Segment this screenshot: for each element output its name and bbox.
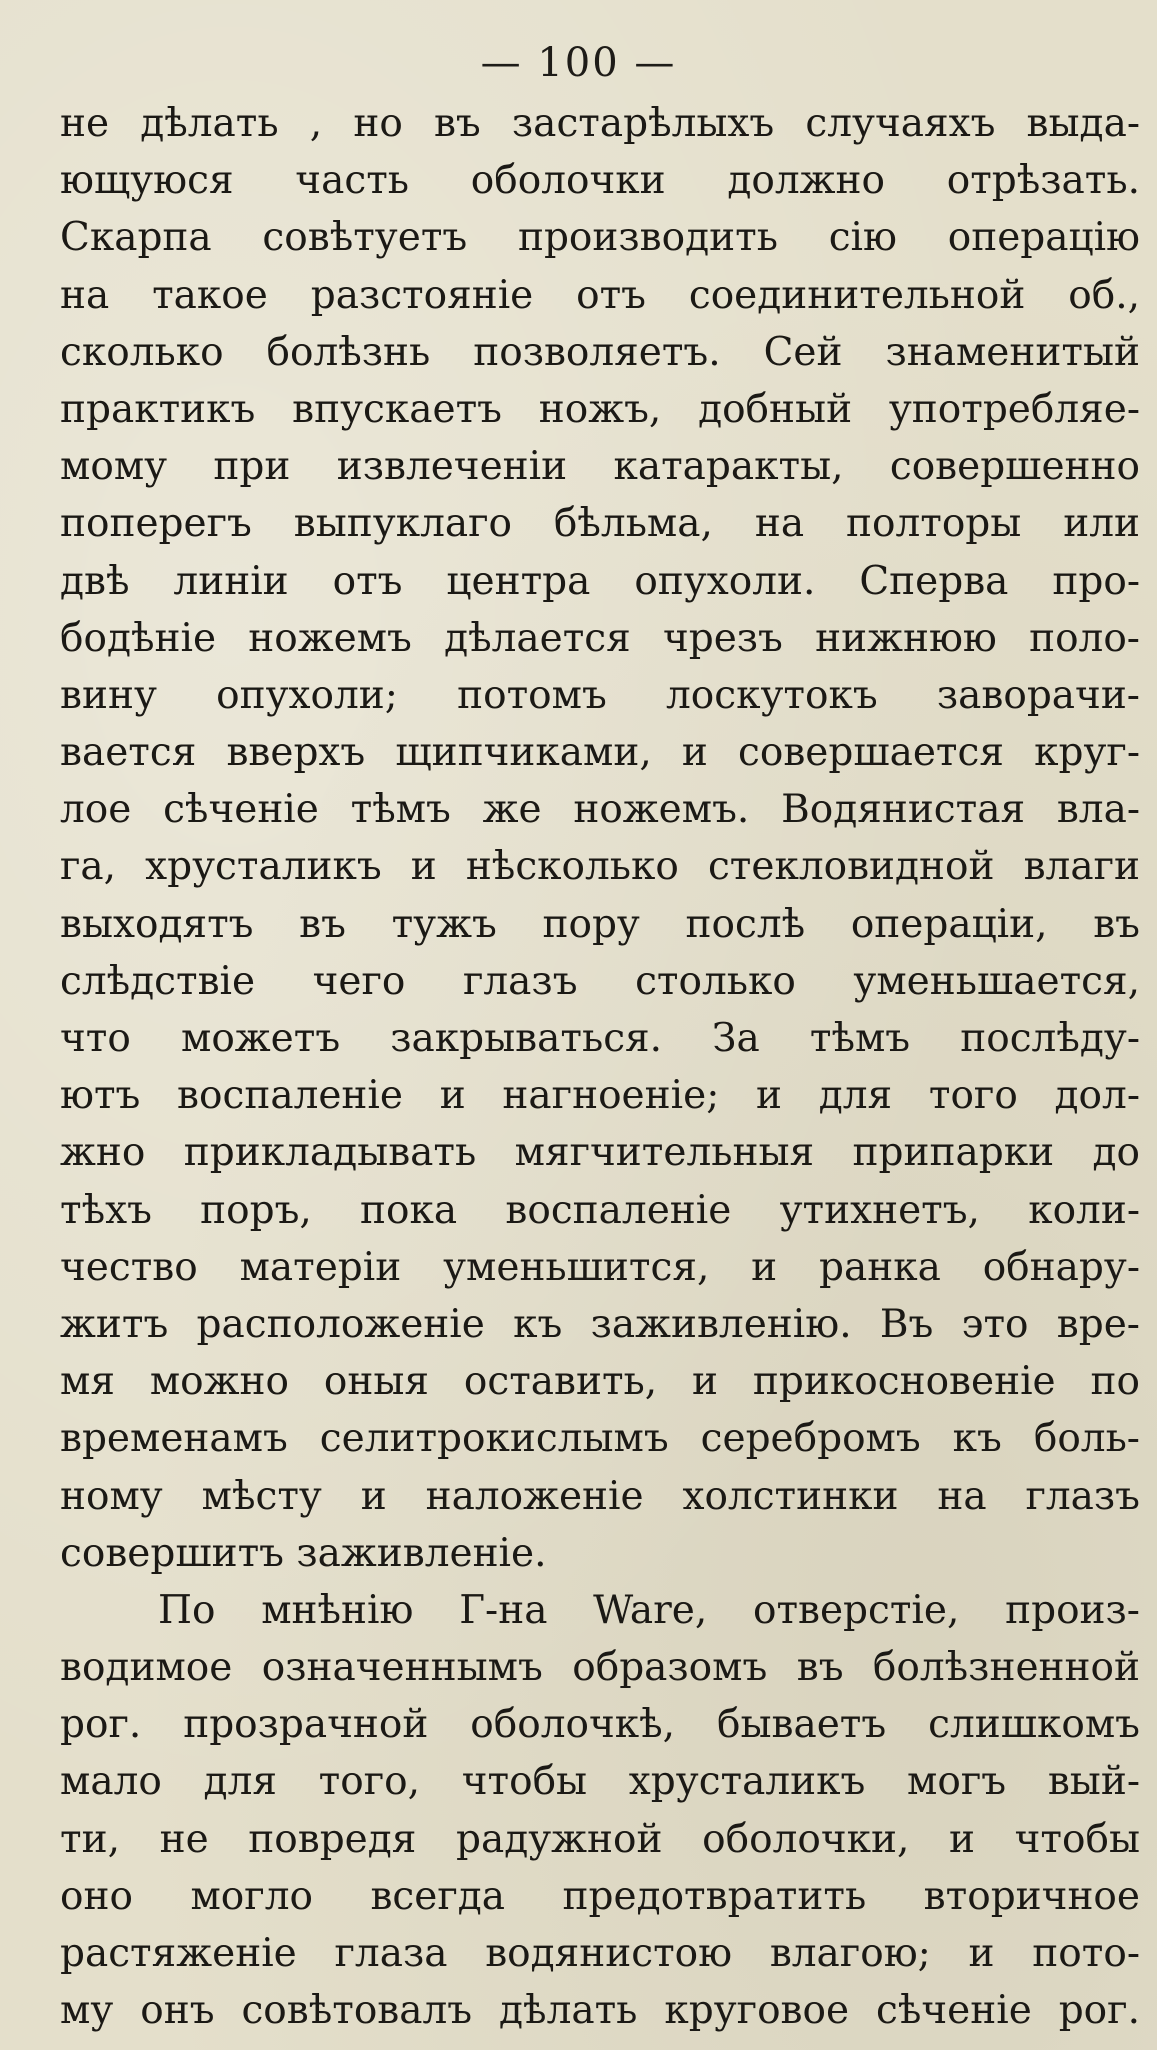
- text-line: лое сѣченіе тѣмъ же ножемъ. Водянистая вла-: [60, 787, 1140, 833]
- text-line: рог. прозрачной оболочкѣ, бываетъ слишкомъ: [60, 1702, 1140, 1748]
- paragraph-end-line: совершитъ заживленіе.: [60, 1530, 547, 1576]
- text-line: бодѣніе ножемъ дѣлается чрезъ нижнюю поло-: [60, 615, 1140, 661]
- text-line: практикъ впускаетъ ножъ, добный употребляе-: [60, 386, 1140, 432]
- text-line: ющуюся часть оболочки должно отрѣзать.: [60, 158, 1140, 204]
- text-line: ютъ воспаленіе и нагноеніе; и для того дол-: [60, 1073, 1140, 1119]
- text-line: вается вверхъ щипчиками, и совершается круг-: [60, 730, 1140, 776]
- text-line: временамъ селитрокислымъ серебромъ къ боль-: [60, 1416, 1140, 1462]
- text-line: мому при извлеченіи катаракты, совершенно: [60, 444, 1140, 490]
- text-line: водимое означеннымъ образомъ въ болѣзненной: [60, 1645, 1140, 1691]
- text-line: на такое разстояніе отъ соединительной об.,: [60, 272, 1140, 318]
- text-line: растяженіе глаза водянистою влагою; и пото-: [60, 1931, 1140, 1976]
- text-line: жно прикладывать мягчительныя припарки до: [60, 1130, 1140, 1176]
- text-line: чество матеріи уменьшится, и ранка обнару-: [60, 1244, 1140, 1290]
- paragraph-start-line: По мнѣнію Г-на Ware, отверстіе, произ-: [158, 1587, 1140, 1633]
- text-line: сколько болѣзнь позволяетъ. Сей знаменитый: [60, 329, 1140, 375]
- text-line: не дѣлать , но въ застарѣлыхъ случаяхъ выда-: [60, 101, 1140, 146]
- text-line: вину опухоли; потомъ лоскутокъ заворачи-: [60, 672, 1140, 718]
- text-line: мало для того, чтобы хрусталикъ могъ вый-: [60, 1759, 1140, 1805]
- text-line: двѣ линіи отъ центра опухоли. Сперва про-: [60, 558, 1140, 604]
- text-line: му онъ совѣтовалъ дѣлать круговое сѣченіе рог.: [60, 1988, 1140, 2034]
- text-line: слѣдствіе чего глазъ столько уменьшается,: [60, 958, 1140, 1004]
- text-line: ти, не повредя радужной оболочки, и чтобы: [60, 1816, 1140, 1862]
- text-line: поперегъ выпуклаго бѣльма, на полторы или: [60, 501, 1140, 547]
- text-line: тѣхъ поръ, пока воспаленіе утихнетъ, коли-: [60, 1187, 1140, 1233]
- text-line: ному мѣсту и наложеніе холстинки на глазъ: [60, 1473, 1140, 1519]
- page-number: — 100 —: [480, 40, 677, 86]
- text-line: га, хрусталикъ и нѣсколько стекловидной влаги: [60, 844, 1140, 890]
- text-line: мя можно оныя оставить, и прикосновеніе по: [60, 1359, 1140, 1405]
- text-line: Скарпа совѣтуетъ производить сію операцію: [60, 215, 1140, 261]
- text-line: что можетъ закрываться. За тѣмъ послѣду-: [60, 1016, 1140, 1061]
- text-line: выходятъ въ тужъ пору послѣ операціи, въ: [60, 901, 1140, 947]
- page-body-text: [60, 95, 1140, 2039]
- text-line: оно могло всегда предотвратить вторичное: [60, 1873, 1140, 1919]
- text-line: житъ расположеніе къ заживленію. Въ это вре-: [60, 1301, 1140, 1347]
